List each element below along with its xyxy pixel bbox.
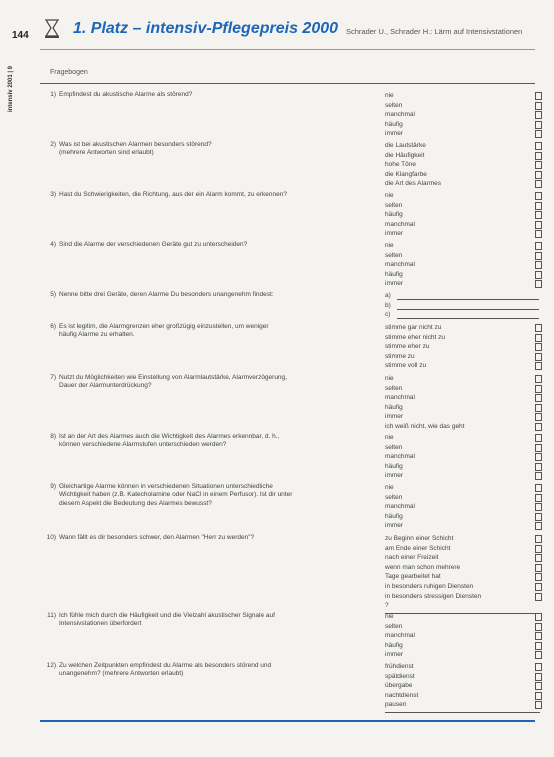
answer-option[interactable] [385, 422, 545, 432]
question-number: 1) [50, 91, 56, 98]
question-line: Nutzt du Möglichkeiten wie Einstellung von Alarmlautstärke, Alarmverzögerung, [59, 374, 287, 381]
option-label: immer [385, 230, 404, 238]
answer-option[interactable] [385, 691, 545, 701]
option-label: frühdienst [385, 663, 414, 670]
checkbox[interactable] [535, 102, 542, 110]
answer-option[interactable] [385, 91, 545, 101]
option-label: immer [385, 522, 404, 530]
checkbox[interactable] [535, 444, 542, 452]
page-title: 1. Platz – intensiv-Pflegepreis 2000 [73, 20, 339, 37]
checkbox[interactable] [535, 221, 542, 229]
option-label: ? [385, 602, 389, 610]
footer-rule [40, 720, 535, 722]
option-label: immer [385, 472, 404, 480]
answer-option[interactable] [385, 220, 545, 230]
option-label: selten [385, 622, 403, 630]
answer-option[interactable] [385, 592, 545, 602]
answer-option[interactable] [385, 443, 545, 453]
option-label: nie [385, 434, 394, 441]
page-number: 144 [12, 30, 29, 41]
checkbox[interactable] [535, 535, 542, 543]
checkbox[interactable] [535, 404, 542, 412]
checkbox[interactable] [535, 362, 542, 370]
question-line: Gleichartige Alarme können in verschiedenen Situationen unterschiedliche [59, 483, 273, 490]
question-number: 3) [50, 191, 56, 198]
answer-option[interactable] [385, 191, 545, 201]
question-number: 2) [50, 141, 56, 148]
checkbox[interactable] [535, 663, 542, 671]
checkbox[interactable] [535, 152, 542, 160]
option-label: manchmal [385, 453, 415, 461]
other-answer-line[interactable] [385, 712, 540, 713]
answer-option[interactable] [385, 260, 545, 270]
question-number: 9) [50, 483, 56, 490]
question-number: 11) [47, 612, 56, 619]
checkbox[interactable] [535, 573, 542, 581]
answer-option[interactable] [385, 622, 545, 632]
checkbox[interactable] [535, 161, 542, 169]
question-text [46, 374, 366, 391]
option-label: die Lautstärke [385, 142, 426, 149]
answer-option[interactable] [385, 333, 545, 343]
answer-option[interactable] [385, 534, 545, 544]
option-label: nie [385, 92, 394, 99]
checkbox[interactable] [535, 202, 542, 210]
option-label: nie [385, 375, 394, 382]
checkbox[interactable] [535, 271, 542, 279]
option-label: in besonders stressigen Diensten [385, 592, 482, 600]
question-number: 8) [50, 433, 56, 440]
checkbox[interactable] [535, 642, 542, 650]
option-label: manchmal [385, 111, 415, 119]
question-line: Was ist bei akustischen Alarmen besonders störend? [59, 141, 212, 148]
answer-option[interactable] [385, 612, 545, 622]
option-label: am Ende einer Schicht [385, 544, 451, 552]
option-label: stimme eher zu [385, 343, 430, 351]
question-line: unangenehm? (mehrere Antworten erlaubt) [59, 670, 184, 678]
answer-option[interactable] [385, 179, 545, 189]
option-label: die Art des Alarmes [385, 180, 441, 188]
answer-option[interactable] [385, 544, 545, 554]
checkbox[interactable] [535, 130, 542, 138]
option-label: häufig [385, 462, 403, 470]
checkbox[interactable] [535, 503, 542, 511]
answer-options [385, 323, 545, 371]
answer-option[interactable] [385, 563, 545, 573]
checkbox[interactable] [535, 673, 542, 681]
question-text [46, 291, 366, 299]
answer-options [385, 433, 545, 481]
answer-option[interactable] [385, 170, 545, 180]
checkbox[interactable] [535, 613, 542, 621]
answer-options [385, 662, 545, 710]
option-label: stimme eher nicht zu [385, 333, 445, 341]
option-label: häufig [385, 403, 403, 411]
checkbox[interactable] [535, 651, 542, 659]
answer-option[interactable] [385, 323, 545, 333]
question-text [46, 241, 366, 249]
question-text [46, 612, 366, 629]
answer-blank[interactable] [385, 291, 545, 301]
answer-option[interactable] [385, 641, 545, 651]
checkbox[interactable] [535, 413, 542, 421]
checkbox[interactable] [535, 385, 542, 393]
answer-option[interactable] [385, 201, 545, 211]
question-number: 10) [46, 534, 56, 541]
answer-options [385, 612, 545, 660]
answer-options [385, 191, 545, 239]
option-label: häufig [385, 270, 403, 278]
answer-option[interactable] [385, 631, 545, 641]
checkbox[interactable] [535, 242, 542, 250]
option-label: stimme zu [385, 352, 415, 360]
question-line: Wann fällt es dir besonders schwer, den Alarmen "Herr zu werden"? [59, 534, 255, 541]
answer-option[interactable] [385, 502, 545, 512]
checkbox[interactable] [535, 230, 542, 238]
question-number: 6) [50, 323, 56, 330]
checkbox[interactable] [535, 632, 542, 640]
answer-option[interactable] [385, 270, 545, 280]
checkbox[interactable] [535, 593, 542, 601]
option-label: zu Beginn einer Schicht [385, 535, 454, 542]
question-line: Sind die Alarme der verschiedenen Geräte gut zu unterscheiden? [59, 241, 248, 248]
question-line: Hast du Schwierigkeiten, die Richtung, aus der ein Alarm kommt, zu erkennen? [59, 191, 287, 198]
question-line: Empfindest du akustische Alarme als störend? [59, 91, 193, 98]
answer-option[interactable] [385, 462, 545, 472]
option-label: manchmal [385, 394, 415, 402]
option-label: stimme voll zu [385, 362, 427, 370]
checkbox[interactable] [535, 423, 542, 431]
question-line: häufig Alarme zu erhalten. [59, 331, 135, 339]
option-label: häufig [385, 211, 403, 219]
option-label: häufig [385, 512, 403, 520]
checkbox[interactable] [535, 545, 542, 553]
award-trophy-icon [41, 17, 63, 39]
answer-blank[interactable] [385, 310, 545, 320]
answer-option[interactable] [385, 681, 545, 691]
answer-option[interactable] [385, 120, 545, 130]
answer-option[interactable] [385, 342, 545, 352]
checkbox[interactable] [535, 701, 542, 709]
answer-option[interactable] [385, 553, 545, 563]
checkbox[interactable] [535, 522, 542, 530]
option-label: spätdienst [385, 672, 415, 680]
answer-option[interactable] [385, 572, 545, 582]
option-label: immer [385, 413, 404, 421]
option-label: selten [385, 443, 403, 451]
answer-option[interactable] [385, 384, 545, 394]
answer-option[interactable] [385, 101, 545, 111]
answer-option[interactable] [385, 433, 545, 443]
answer-option[interactable] [385, 512, 545, 522]
option-label: immer [385, 651, 404, 659]
question-line: Es ist legitim, die Alarmgrenzen eher großzügig einzustellen, um weniger [59, 323, 269, 330]
checkbox[interactable] [535, 394, 542, 402]
answer-option[interactable] [385, 650, 545, 660]
answer-option[interactable] [385, 352, 545, 362]
answer-option[interactable] [385, 471, 545, 481]
question-line: Ich fühle mich durch die Häufigkeit und die Vielzahl akustischer Signale auf [59, 612, 275, 619]
answer-option[interactable] [385, 412, 545, 422]
question-line: können verschiedene Alarmstufen unterschieden werden? [59, 441, 227, 449]
answer-options [385, 483, 545, 531]
checkbox[interactable] [535, 324, 542, 332]
option-label: b) [385, 301, 391, 309]
checkbox[interactable] [535, 343, 542, 351]
answer-option[interactable] [385, 374, 545, 384]
question-text [46, 141, 366, 158]
answer-option[interactable] [385, 582, 545, 592]
answer-option[interactable] [385, 151, 545, 161]
option-label: in besonders ruhigen Diensten [385, 582, 474, 590]
author-byline: Schrader U., Schrader H.: Lärm auf Intensivstationen [346, 27, 523, 36]
question-line: Dauer der Alarmunterdrückung? [59, 382, 152, 390]
option-label: immer [385, 280, 404, 288]
option-label: nachtdienst [385, 691, 419, 699]
checkbox[interactable] [535, 453, 542, 461]
option-label: übergabe [385, 682, 413, 690]
option-label: manchmal [385, 261, 415, 269]
answer-option[interactable] [385, 229, 545, 239]
option-label: die Häufigkeit [385, 151, 425, 159]
question-number: 7) [50, 374, 56, 381]
answer-option[interactable] [385, 452, 545, 462]
question-text [46, 91, 366, 99]
option-label: häufig [385, 120, 403, 128]
answer-options [385, 91, 545, 139]
option-label: pausen [385, 701, 407, 709]
checkbox[interactable] [535, 261, 542, 269]
option-label: selten [385, 201, 403, 209]
question-line: Wichtigkeit haben (z.B. Katecholamine oder NaCl in einem Perfusor). Ist dir unter [59, 491, 293, 499]
answer-options [385, 534, 545, 611]
checkbox[interactable] [535, 92, 542, 100]
checkbox[interactable] [535, 583, 542, 591]
option-label: a) [385, 292, 391, 299]
answer-options [385, 241, 545, 289]
option-label: die Klangfarbe [385, 170, 427, 178]
checkbox[interactable] [535, 121, 542, 129]
option-label: nie [385, 484, 394, 491]
checkbox[interactable] [535, 554, 542, 562]
answer-option[interactable] [385, 141, 545, 151]
checkbox[interactable] [535, 513, 542, 521]
answer-option[interactable] [385, 279, 545, 289]
header-rule [40, 49, 535, 50]
answer-option[interactable] [385, 241, 545, 251]
checkbox[interactable] [535, 142, 542, 150]
checkbox[interactable] [535, 280, 542, 288]
option-label: manchmal [385, 220, 415, 228]
question-text [46, 433, 366, 450]
write-line[interactable] [397, 318, 539, 319]
option-label: wenn man schon mehrere [385, 563, 461, 571]
answer-options [385, 141, 545, 189]
checkbox[interactable] [535, 375, 542, 383]
checkbox[interactable] [535, 494, 542, 502]
checkbox[interactable] [535, 484, 542, 492]
question-line: Ist an der Art des Alarmes auch die Wichtigkeit des Alarmes erkennbar, d. h., [59, 433, 280, 440]
checkbox[interactable] [535, 180, 542, 188]
question-number: 5) [50, 291, 56, 298]
option-label: nach einer Freizeit [385, 554, 439, 562]
answer-option[interactable] [385, 493, 545, 503]
checkbox[interactable] [535, 192, 542, 200]
option-label: selten [385, 493, 403, 501]
answer-option[interactable] [385, 251, 545, 261]
question-line: (mehrere Antworten sind erlaubt) [59, 149, 154, 157]
answer-option[interactable] [385, 361, 545, 371]
answer-options [385, 374, 545, 432]
checkbox[interactable] [535, 564, 542, 572]
question-line: diesem Aspekt die Bedeutung des Alarmes bewusst? [59, 499, 212, 507]
answer-options [385, 291, 545, 320]
option-label: selten [385, 251, 403, 259]
option-label: nie [385, 242, 394, 249]
question-number: 12) [46, 662, 56, 669]
answer-blank[interactable] [385, 301, 545, 311]
checkbox[interactable] [535, 171, 542, 179]
answer-option[interactable] [385, 662, 545, 672]
option-label: nie [385, 192, 394, 199]
answer-option[interactable] [385, 700, 545, 710]
question-text [46, 662, 366, 679]
answer-option[interactable] [385, 160, 545, 170]
option-label: stimme gar nicht zu [385, 324, 442, 331]
answer-option[interactable] [385, 403, 545, 413]
checkbox[interactable] [535, 334, 542, 342]
checkbox[interactable] [535, 682, 542, 690]
answer-option[interactable] [385, 210, 545, 220]
answer-option[interactable] [385, 393, 545, 403]
option-label: hohe Töne [385, 161, 416, 169]
answer-option[interactable] [385, 672, 545, 682]
question-text [46, 534, 366, 542]
section-rule [40, 83, 535, 84]
checkbox[interactable] [535, 472, 542, 480]
checkbox[interactable] [535, 111, 542, 119]
option-label: selten [385, 384, 403, 392]
answer-option[interactable] [385, 110, 545, 120]
option-label: ich weiß nicht, wie das geht [385, 422, 465, 430]
section-label: Fragebogen [50, 69, 88, 76]
answer-option[interactable] [385, 483, 545, 493]
option-label: häufig [385, 641, 403, 649]
question-text [46, 483, 366, 508]
checkbox[interactable] [535, 463, 542, 471]
sidebar-tab [8, 58, 24, 128]
option-label: selten [385, 101, 403, 109]
option-label: immer [385, 130, 404, 138]
question-line: Nenne bitte drei Geräte, deren Alarme Du besonders unangenehm findest: [59, 291, 274, 298]
checkbox[interactable] [535, 623, 542, 631]
sidebar-label: intensiv 2001 | 9 [8, 65, 15, 113]
checkbox[interactable] [535, 211, 542, 219]
checkbox[interactable] [535, 252, 542, 260]
option-label: manchmal [385, 632, 415, 640]
option-label: Tage gearbeitet hat [385, 573, 441, 581]
checkbox[interactable] [535, 353, 542, 361]
answer-option[interactable] [385, 129, 545, 139]
option-label: nie [385, 613, 394, 620]
option-label: c) [385, 311, 391, 319]
question-number: 4) [50, 241, 56, 248]
question-text [46, 323, 366, 340]
question-line: Intensivstationen überfordert [59, 620, 142, 628]
checkbox[interactable] [535, 692, 542, 700]
question-line: Zu welchen Zeitpunkten empfindest du Alarme als besonders störend und [59, 662, 272, 669]
answer-option[interactable] [385, 601, 545, 611]
answer-option[interactable] [385, 521, 545, 531]
option-label: manchmal [385, 503, 415, 511]
checkbox[interactable] [535, 434, 542, 442]
question-text [46, 191, 366, 199]
